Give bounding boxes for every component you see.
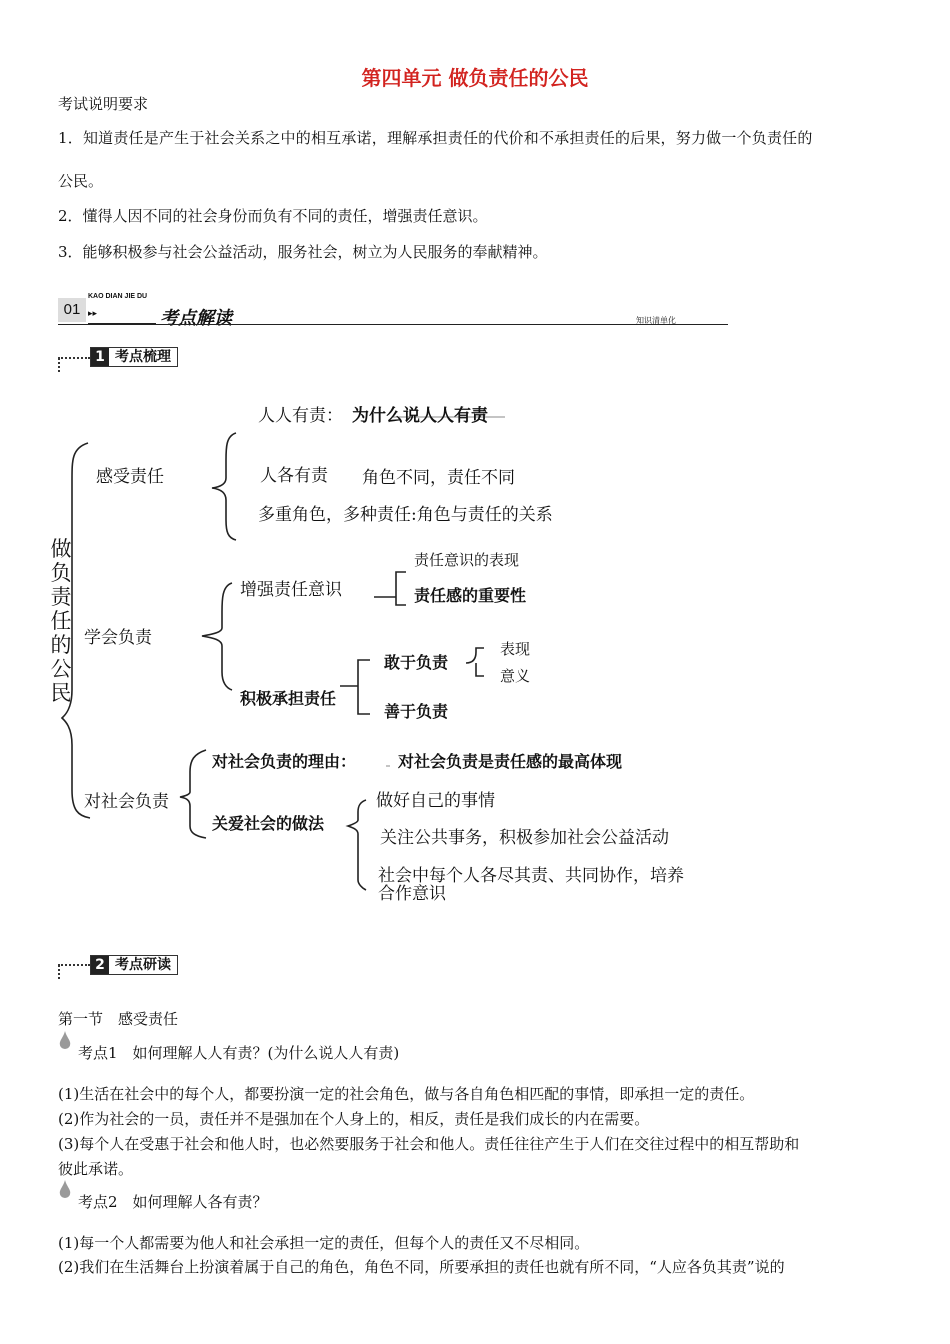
section2-number: 2 <box>91 956 109 974</box>
drop-icon <box>58 1031 72 1049</box>
root-char: 任 <box>50 609 72 633</box>
node-public-affairs: 关注公共事务，积极参加社会公益活动 <box>380 828 669 848</box>
node-sense-importance: 责任感的重要性 <box>414 586 527 605</box>
point1-item3a: (3)每个人在受惠于社会和他人时，也必然要服务于社会和他人。责任往往产生于人们在交往过程中的相互帮助和 <box>58 1135 800 1153</box>
point1-item1: (1)生活在社会中的每个人，都要扮演一定的社会角色，做与各自角色相匹配的事情，即承担一定的责任。 <box>58 1085 755 1103</box>
requirement-1b: 公民。 <box>58 172 104 190</box>
banner-title: 考点解读 <box>160 308 232 329</box>
root-char: 责 <box>50 585 72 609</box>
section2-label: 考点研读 <box>115 957 171 973</box>
root-char: 公 <box>50 657 72 681</box>
node-everyone-responsible: 人人有责： <box>258 406 343 426</box>
section1-label: 考点梳理 <box>115 349 171 365</box>
node-good-at-responsible: 善于负责 <box>384 702 449 721</box>
node-each-has-duty: 人各有责 <box>260 466 328 486</box>
requirement-2: 2．懂得人因不同的社会身份而负有不同的责任，增强责任意识。 <box>58 207 488 225</box>
branch-learn-responsibility: 学会负责 <box>84 628 152 648</box>
root-char: 做 <box>50 537 72 561</box>
node-why-everyone: 为什么说人人有责 <box>352 406 488 426</box>
node-care-society: 关爱社会的做法 <box>212 814 325 833</box>
branch-feel-responsibility: 感受责任 <box>96 467 164 487</box>
point2-item1: (1)每一个人都需要为他人和社会承担一定的责任，但每个人的责任又不尽相同。 <box>58 1234 590 1252</box>
branch-society-responsibility: 对社会负责 <box>84 792 169 812</box>
section2-tag <box>90 955 178 975</box>
section2-dotline <box>58 964 90 966</box>
node-multiple-roles: 多重角色，多种责任:角色与责任的关系 <box>258 505 553 525</box>
node-cooperation-1: 社会中每个人各尽其责、共同协作，培养 <box>378 866 684 886</box>
exam-heading: 考试说明要求 <box>58 95 149 113</box>
node-society-reason: 对社会负责的理由： <box>212 752 357 771</box>
node-do-own-things: 做好自己的事情 <box>376 791 495 811</box>
node-highest-embodiment: 对社会负责是责任感的最高体现 <box>398 752 623 771</box>
point1-heading: 考点1 如何理解人人有责？(为什么说人人有责) <box>78 1044 400 1062</box>
banner-right-label: 知识清单化 <box>636 316 676 325</box>
node-dare-responsible: 敢于负责 <box>384 653 449 672</box>
point1-item3b: 彼此承诺。 <box>58 1160 134 1178</box>
banner-arrow-icon: ▸▸ <box>88 309 98 319</box>
node-cooperation-2: 合作意识 <box>378 884 446 904</box>
node-role-different: 角色不同，责任不同 <box>362 468 515 488</box>
node-awareness-performance: 责任意识的表现 <box>414 551 520 569</box>
banner-number: 01 <box>58 298 86 322</box>
root-char: 负 <box>50 561 72 585</box>
root-char: 民 <box>50 681 72 705</box>
node-significance: 意义 <box>500 667 531 685</box>
point1-item2: (2)作为社会的一员，责任并不是强加在个人身上的，相反，责任是我们成长的内在需要。 <box>58 1110 650 1128</box>
banner-pinyin: KAO DIAN JIE DU <box>88 293 148 300</box>
mindmap-root <box>46 537 76 705</box>
node-take-responsibility: 积极承担责任 <box>240 689 337 708</box>
section1-number: 1 <box>91 348 109 366</box>
node-performance: 表现 <box>500 640 531 658</box>
drop-icon <box>58 1180 72 1198</box>
point2-heading: 考点2 如何理解人各有责？ <box>78 1193 268 1211</box>
section2-dotline-vertical <box>58 965 60 979</box>
root-char: 的 <box>50 633 72 657</box>
point2-item2: (2)我们在生活舞台上扮演着属于自己的角色，角色不同，所要承担的责任也就有所不同，“人应各负其责”说的 <box>58 1258 785 1276</box>
chapter-heading: 第一节 感受责任 <box>58 1010 179 1028</box>
requirement-1a: 1．知道责任是产生于社会关系之中的相互承诺，理解承担责任的代价和不承担责任的后果，努力做一个负责任的 <box>58 129 813 147</box>
unit-title: 第四单元 做负责任的公民 <box>361 66 589 90</box>
requirement-3: 3．能够积极参与社会公益活动，服务社会，树立为人民服务的奉献精神。 <box>58 243 548 261</box>
node-enhance-awareness: 增强责任意识 <box>240 580 342 600</box>
